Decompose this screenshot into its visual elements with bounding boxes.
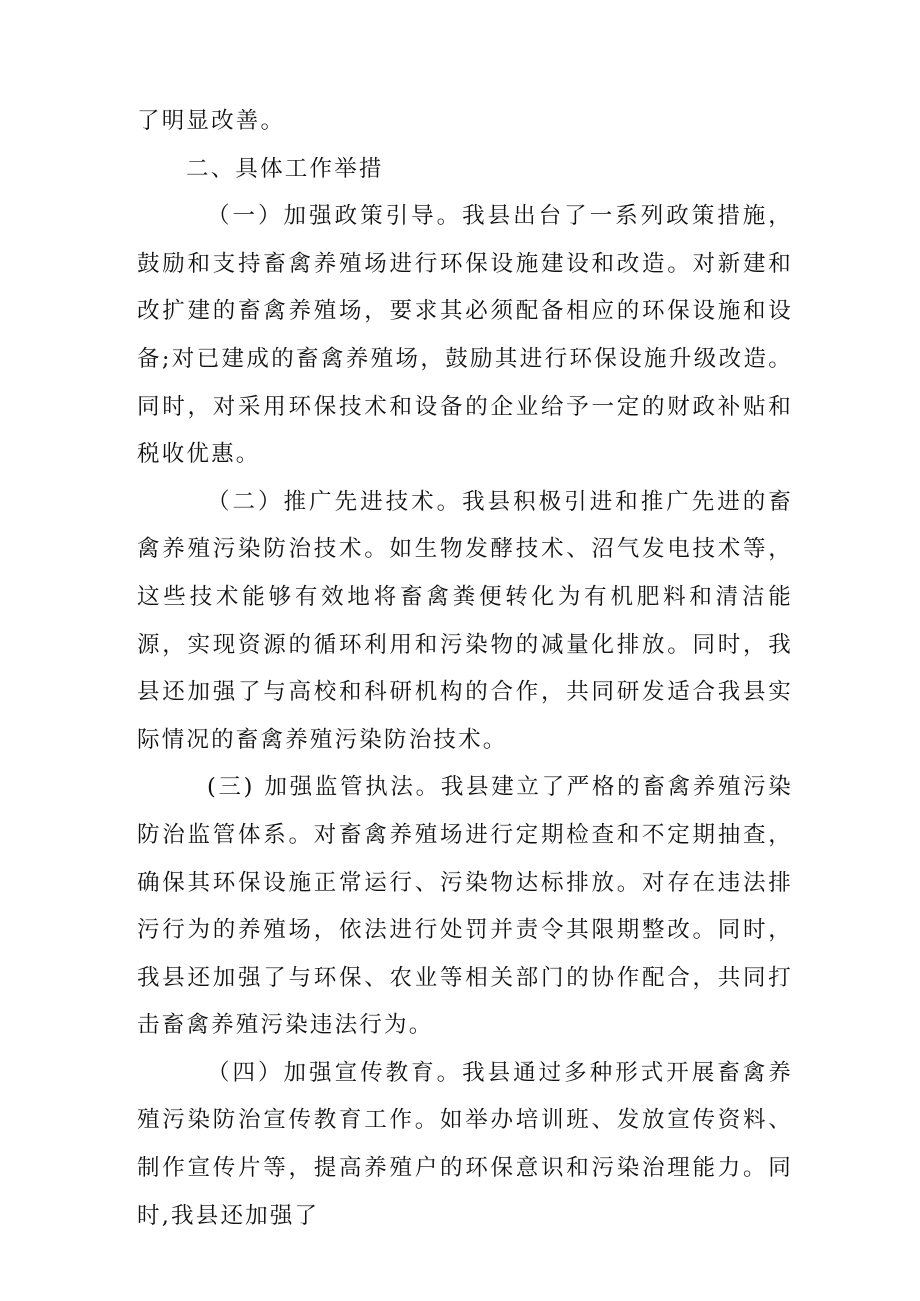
paragraph-technology-promotion: （二）推广先进技术。我县积极引进和推广先进的畜禽养殖污染防治技术。如生物发酵技术、沼气发电技术等，这些技术能够有效地将畜禽粪便转化为有机肥料和清洁能源，实现资源的循环利用和污染物的减量化排放。同时，我县还加强了与高校和科研机构的合作，共同研发适合我县实际情况的畜禽养殖污染防治技术。 <box>137 488 793 753</box>
paragraph-supervision-enforcement: (三) 加强监管执法。我县建立了严格的畜禽养殖污染防治监管体系。对畜禽养殖场进行定期检查和不定期抽查，确保其环保设施正常运行、污染物达标排放。对存在违法排污行为的养殖场，依法进行处罚并责令其限期整改。同时，我县还加强了与环保、农业等相关部门的协作配合，共同打击畜禽养殖污染违法行为。 <box>137 774 793 1039</box>
section-heading: 二、具体工作举措 <box>186 155 384 182</box>
paragraph-continuation: 了明显改善。 <box>137 108 286 134</box>
paragraph-policy-guidance: （一）加强政策引导。我县出台了一系列政策措施，鼓励和支持畜禽养殖场进行环保设施建设和改造。对新建和改扩建的畜禽养殖场，要求其必须配备相应的环保设施和设备;对已建成的畜禽养殖场，鼓励其进行环保设施升级改造。同时，对采用环保技术和设备的企业给予一定的财政补贴和税收优惠。 <box>137 203 793 468</box>
document-body <box>137 98 793 1240</box>
paragraph-publicity-education: （四）加强宣传教育。我县通过多种形式开展畜禽养殖污染防治宣传教育工作。如举办培训班、发放宣传资料、制作宣传片等，提高养殖户的环保意识和污染治理能力。同时,我县还加强了 <box>137 1059 793 1229</box>
